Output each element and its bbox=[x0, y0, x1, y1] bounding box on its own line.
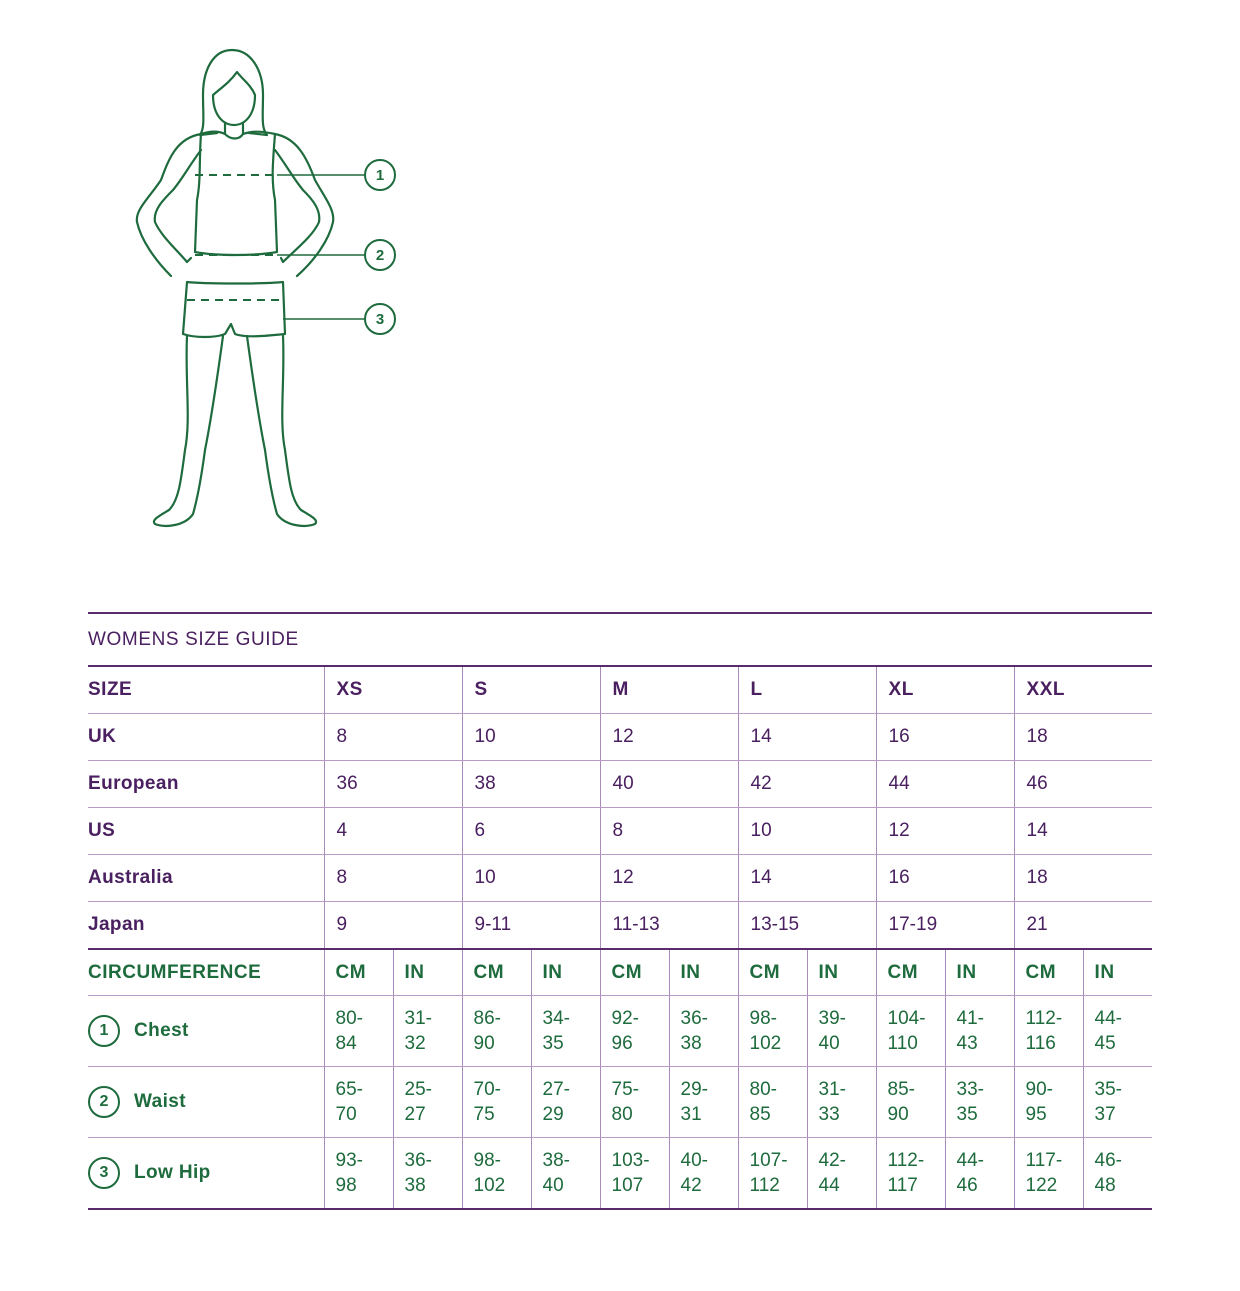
size-cell: 42 bbox=[738, 761, 876, 808]
measurement-value-line: 25- bbox=[404, 1079, 432, 1100]
size-xl-header: XL bbox=[876, 667, 1014, 714]
size-row-australia bbox=[88, 855, 1152, 902]
shorts-outline bbox=[183, 282, 285, 337]
measurement-value-line: 98- bbox=[473, 1150, 501, 1171]
size-m-header: M bbox=[600, 667, 738, 714]
size-cell: 44 bbox=[876, 761, 1014, 808]
size-cell: 36 bbox=[324, 761, 462, 808]
callout-3-label: 3 bbox=[375, 311, 385, 328]
size-row-label: European bbox=[88, 761, 324, 808]
measurement-value-line: 41- bbox=[956, 1008, 985, 1029]
measurement-value-line: 122 bbox=[1025, 1175, 1058, 1196]
measurement-number-badge: 1 bbox=[88, 1015, 120, 1047]
measurement-cell bbox=[324, 1138, 393, 1210]
measurement-value-line: 34- bbox=[542, 1008, 570, 1029]
measurement-cell bbox=[945, 1138, 1014, 1210]
measurement-value-line: 107- bbox=[749, 1150, 788, 1171]
measurement-value-line: 46- bbox=[1094, 1150, 1123, 1171]
measurement-value-line: 93- bbox=[335, 1150, 363, 1171]
measurement-cell bbox=[393, 996, 462, 1067]
size-cell: 12 bbox=[876, 808, 1014, 855]
size-row-label: US bbox=[88, 808, 324, 855]
size-header-row bbox=[88, 667, 1152, 714]
measurement-cell bbox=[876, 1067, 945, 1138]
measurement-value-line: 70- bbox=[473, 1079, 501, 1100]
measurement-value-line: 110 bbox=[887, 1033, 918, 1054]
unit-header-cm: CM bbox=[462, 949, 531, 996]
measurement-cell bbox=[393, 1138, 462, 1210]
measurement-cell bbox=[945, 996, 1014, 1067]
measurement-label-cell bbox=[88, 1067, 324, 1138]
size-row-label: Japan bbox=[88, 902, 324, 950]
measurement-value-line: 95 bbox=[1025, 1104, 1047, 1125]
size-rows bbox=[88, 667, 1152, 949]
measurement-cell bbox=[1083, 996, 1152, 1067]
size-row-uk bbox=[88, 714, 1152, 761]
measurement-value-line: 112- bbox=[1025, 1008, 1063, 1029]
measurement-value-line: 102 bbox=[749, 1033, 782, 1054]
size-cell: 14 bbox=[738, 855, 876, 902]
circumference-label: CIRCUMFERENCE bbox=[88, 949, 324, 996]
measurement-value-line: 29 bbox=[542, 1104, 564, 1125]
measurement-cell bbox=[600, 1138, 669, 1210]
measurement-name: Chest bbox=[134, 1020, 189, 1041]
size-cell: 8 bbox=[324, 855, 462, 902]
size-xxl-header: XXL bbox=[1014, 667, 1152, 714]
measurement-cell bbox=[1014, 996, 1083, 1067]
measurement-row-low-hip bbox=[88, 1138, 1152, 1210]
size-header-label: SIZE bbox=[88, 667, 324, 714]
size-row-japan bbox=[88, 902, 1152, 950]
measurement-value-line: 27 bbox=[404, 1104, 426, 1125]
measurement-value-line: 98- bbox=[749, 1008, 777, 1029]
measurement-cell bbox=[600, 1067, 669, 1138]
measurement-value-line: 90 bbox=[887, 1104, 909, 1125]
size-cell: 21 bbox=[1014, 902, 1152, 950]
measurement-value-line: 85 bbox=[749, 1104, 771, 1125]
circumference-header-row bbox=[88, 949, 1152, 996]
measurement-value-line: 35 bbox=[956, 1104, 978, 1125]
measurement-value-line: 27- bbox=[542, 1079, 570, 1100]
size-row-us bbox=[88, 808, 1152, 855]
measurement-value-line: 31- bbox=[818, 1079, 846, 1100]
measurement-label-cell bbox=[88, 1138, 324, 1210]
size-cell: 11-13 bbox=[600, 902, 738, 950]
measurement-value-line: 75- bbox=[611, 1079, 639, 1100]
measurement-value-line: 117- bbox=[1025, 1150, 1063, 1171]
size-cell: 38 bbox=[462, 761, 600, 808]
measurement-cell bbox=[876, 996, 945, 1067]
size-cell: 4 bbox=[324, 808, 462, 855]
measurement-cell bbox=[462, 1138, 531, 1210]
size-cell: 18 bbox=[1014, 714, 1152, 761]
measurement-cell bbox=[1014, 1138, 1083, 1210]
measurement-value-line: 38 bbox=[404, 1175, 426, 1196]
size-cell: 40 bbox=[600, 761, 738, 808]
unit-header-cm: CM bbox=[738, 949, 807, 996]
measurement-cell bbox=[393, 1067, 462, 1138]
measurement-value-line: 39- bbox=[818, 1008, 846, 1029]
measurement-row-waist bbox=[88, 1067, 1152, 1138]
measurement-value-line: 31- bbox=[404, 1008, 432, 1029]
left-arm-outline bbox=[137, 134, 201, 276]
measurement-value-line: 70 bbox=[335, 1104, 357, 1125]
unit-header-in: IN bbox=[393, 949, 462, 996]
measurement-name: Low Hip bbox=[134, 1162, 211, 1183]
measurement-value-line: 36- bbox=[680, 1008, 708, 1029]
size-cell: 13-15 bbox=[738, 902, 876, 950]
measurement-value-line: 48 bbox=[1094, 1175, 1116, 1196]
measurement-cell bbox=[807, 996, 876, 1067]
measurement-value-line: 104- bbox=[887, 1008, 926, 1029]
measurement-value-line: 112- bbox=[887, 1150, 925, 1171]
size-row-european bbox=[88, 761, 1152, 808]
size-cell: 17-19 bbox=[876, 902, 1014, 950]
size-cell: 8 bbox=[324, 714, 462, 761]
face-outline bbox=[213, 72, 255, 125]
measurement-cell bbox=[669, 1138, 738, 1210]
measurement-value-line: 85- bbox=[887, 1079, 916, 1100]
unit-header-in: IN bbox=[807, 949, 876, 996]
measurement-value-line: 84 bbox=[335, 1033, 357, 1054]
measurement-value-line: 90- bbox=[1025, 1079, 1054, 1100]
size-cell: 10 bbox=[738, 808, 876, 855]
measurement-cell bbox=[945, 1067, 1014, 1138]
measurement-cell bbox=[1014, 1067, 1083, 1138]
callout-2-label: 2 bbox=[375, 247, 385, 264]
measurement-value-line: 112 bbox=[749, 1175, 780, 1196]
size-guide-title: WOMENS SIZE GUIDE bbox=[88, 629, 299, 650]
measurement-cell bbox=[531, 1138, 600, 1210]
measurement-value-line: 44- bbox=[956, 1150, 985, 1171]
size-cell: 18 bbox=[1014, 855, 1152, 902]
measurement-cell bbox=[669, 1067, 738, 1138]
measurement-value-line: 80- bbox=[335, 1008, 363, 1029]
unit-header-cm: CM bbox=[324, 949, 393, 996]
size-cell: 9 bbox=[324, 902, 462, 950]
size-guide bbox=[88, 612, 1152, 1210]
right-leg-outline bbox=[247, 336, 316, 526]
body-measurement-figure bbox=[125, 40, 415, 540]
measurement-value-line: 45 bbox=[1094, 1033, 1116, 1054]
unit-header-in: IN bbox=[669, 949, 738, 996]
measurement-value-line: 31 bbox=[680, 1104, 702, 1125]
measurement-value-line: 42- bbox=[818, 1150, 846, 1171]
size-table bbox=[88, 667, 1152, 1210]
unit-header-cm: CM bbox=[876, 949, 945, 996]
measurement-cell bbox=[324, 996, 393, 1067]
measurement-value-line: 80- bbox=[749, 1079, 777, 1100]
unit-header-cm: CM bbox=[600, 949, 669, 996]
measurement-value-line: 44- bbox=[1094, 1008, 1123, 1029]
measurement-value-line: 86- bbox=[473, 1008, 501, 1029]
measurement-value-line: 36- bbox=[404, 1150, 432, 1171]
measurement-cell bbox=[600, 996, 669, 1067]
torso-outline bbox=[195, 132, 277, 255]
measurement-value-line: 90 bbox=[473, 1033, 495, 1054]
measurement-cell bbox=[531, 1067, 600, 1138]
measurement-value-line: 116 bbox=[1025, 1033, 1056, 1054]
measurement-value-line: 102 bbox=[473, 1175, 506, 1196]
measurement-cell bbox=[807, 1067, 876, 1138]
unit-header-in: IN bbox=[945, 949, 1014, 996]
measurement-value-line: 96 bbox=[611, 1033, 633, 1054]
measurement-cell bbox=[738, 1067, 807, 1138]
measurement-value-line: 117 bbox=[887, 1175, 918, 1196]
unit-header-in: IN bbox=[531, 949, 600, 996]
measurement-value-line: 43 bbox=[956, 1033, 978, 1054]
measurement-value-line: 75 bbox=[473, 1104, 495, 1125]
hair-outline bbox=[200, 50, 267, 135]
measurement-value-line: 40 bbox=[542, 1175, 564, 1196]
measurement-value-line: 29- bbox=[680, 1079, 708, 1100]
left-leg-outline bbox=[154, 336, 223, 526]
size-cell: 6 bbox=[462, 808, 600, 855]
size-cell: 16 bbox=[876, 855, 1014, 902]
size-cell: 46 bbox=[1014, 761, 1152, 808]
measurement-value-line: 38 bbox=[680, 1033, 702, 1054]
measurement-cell bbox=[1083, 1138, 1152, 1210]
measurement-value-line: 65- bbox=[335, 1079, 363, 1100]
size-cell: 14 bbox=[1014, 808, 1152, 855]
measurement-row-chest bbox=[88, 996, 1152, 1067]
size-cell: 8 bbox=[600, 808, 738, 855]
measurement-cell bbox=[324, 1067, 393, 1138]
measurement-cell bbox=[462, 1067, 531, 1138]
size-cell: 16 bbox=[876, 714, 1014, 761]
measurement-cell bbox=[669, 996, 738, 1067]
unit-header-in: IN bbox=[1083, 949, 1152, 996]
measurement-value-line: 38- bbox=[542, 1150, 570, 1171]
circumference-rows bbox=[88, 949, 1152, 1209]
measurement-cell bbox=[1083, 1067, 1152, 1138]
measurement-value-line: 35 bbox=[542, 1033, 564, 1054]
measurement-value-line: 42 bbox=[680, 1175, 702, 1196]
measurement-value-line: 32 bbox=[404, 1033, 426, 1054]
measurement-value-line: 37 bbox=[1094, 1104, 1116, 1125]
measurement-value-line: 40- bbox=[680, 1150, 708, 1171]
measurement-cell bbox=[876, 1138, 945, 1210]
measurement-number-badge: 3 bbox=[88, 1157, 120, 1189]
size-cell: 10 bbox=[462, 714, 600, 761]
size-row-label: UK bbox=[88, 714, 324, 761]
measurement-cell bbox=[531, 996, 600, 1067]
measurement-value-line: 98 bbox=[335, 1175, 357, 1196]
measurement-value-line: 35- bbox=[1094, 1079, 1123, 1100]
size-cell: 12 bbox=[600, 855, 738, 902]
measurement-value-line: 92- bbox=[611, 1008, 639, 1029]
size-cell: 10 bbox=[462, 855, 600, 902]
measurement-cell bbox=[807, 1138, 876, 1210]
size-s-header: S bbox=[462, 667, 600, 714]
size-l-header: L bbox=[738, 667, 876, 714]
size-cell: 14 bbox=[738, 714, 876, 761]
measurement-name: Waist bbox=[134, 1091, 186, 1112]
measurement-value-line: 80 bbox=[611, 1104, 633, 1125]
measurement-cell bbox=[462, 996, 531, 1067]
measurement-value-line: 46 bbox=[956, 1175, 978, 1196]
measurement-value-line: 107 bbox=[611, 1175, 644, 1196]
measurement-value-line: 40 bbox=[818, 1033, 840, 1054]
size-cell: 12 bbox=[600, 714, 738, 761]
measurement-value-line: 33- bbox=[956, 1079, 985, 1100]
measurement-cell bbox=[738, 1138, 807, 1210]
size-cell: 9-11 bbox=[462, 902, 600, 950]
measurement-value-line: 44 bbox=[818, 1175, 840, 1196]
measurement-value-line: 33 bbox=[818, 1104, 840, 1125]
size-xs-header: XS bbox=[324, 667, 462, 714]
callout-1-label: 1 bbox=[375, 167, 385, 184]
measurement-number-badge: 2 bbox=[88, 1086, 120, 1118]
measurement-label-cell bbox=[88, 996, 324, 1067]
size-row-label: Australia bbox=[88, 855, 324, 902]
measurement-value-line: 103- bbox=[611, 1150, 650, 1171]
unit-header-cm: CM bbox=[1014, 949, 1083, 996]
measurement-cell bbox=[738, 996, 807, 1067]
